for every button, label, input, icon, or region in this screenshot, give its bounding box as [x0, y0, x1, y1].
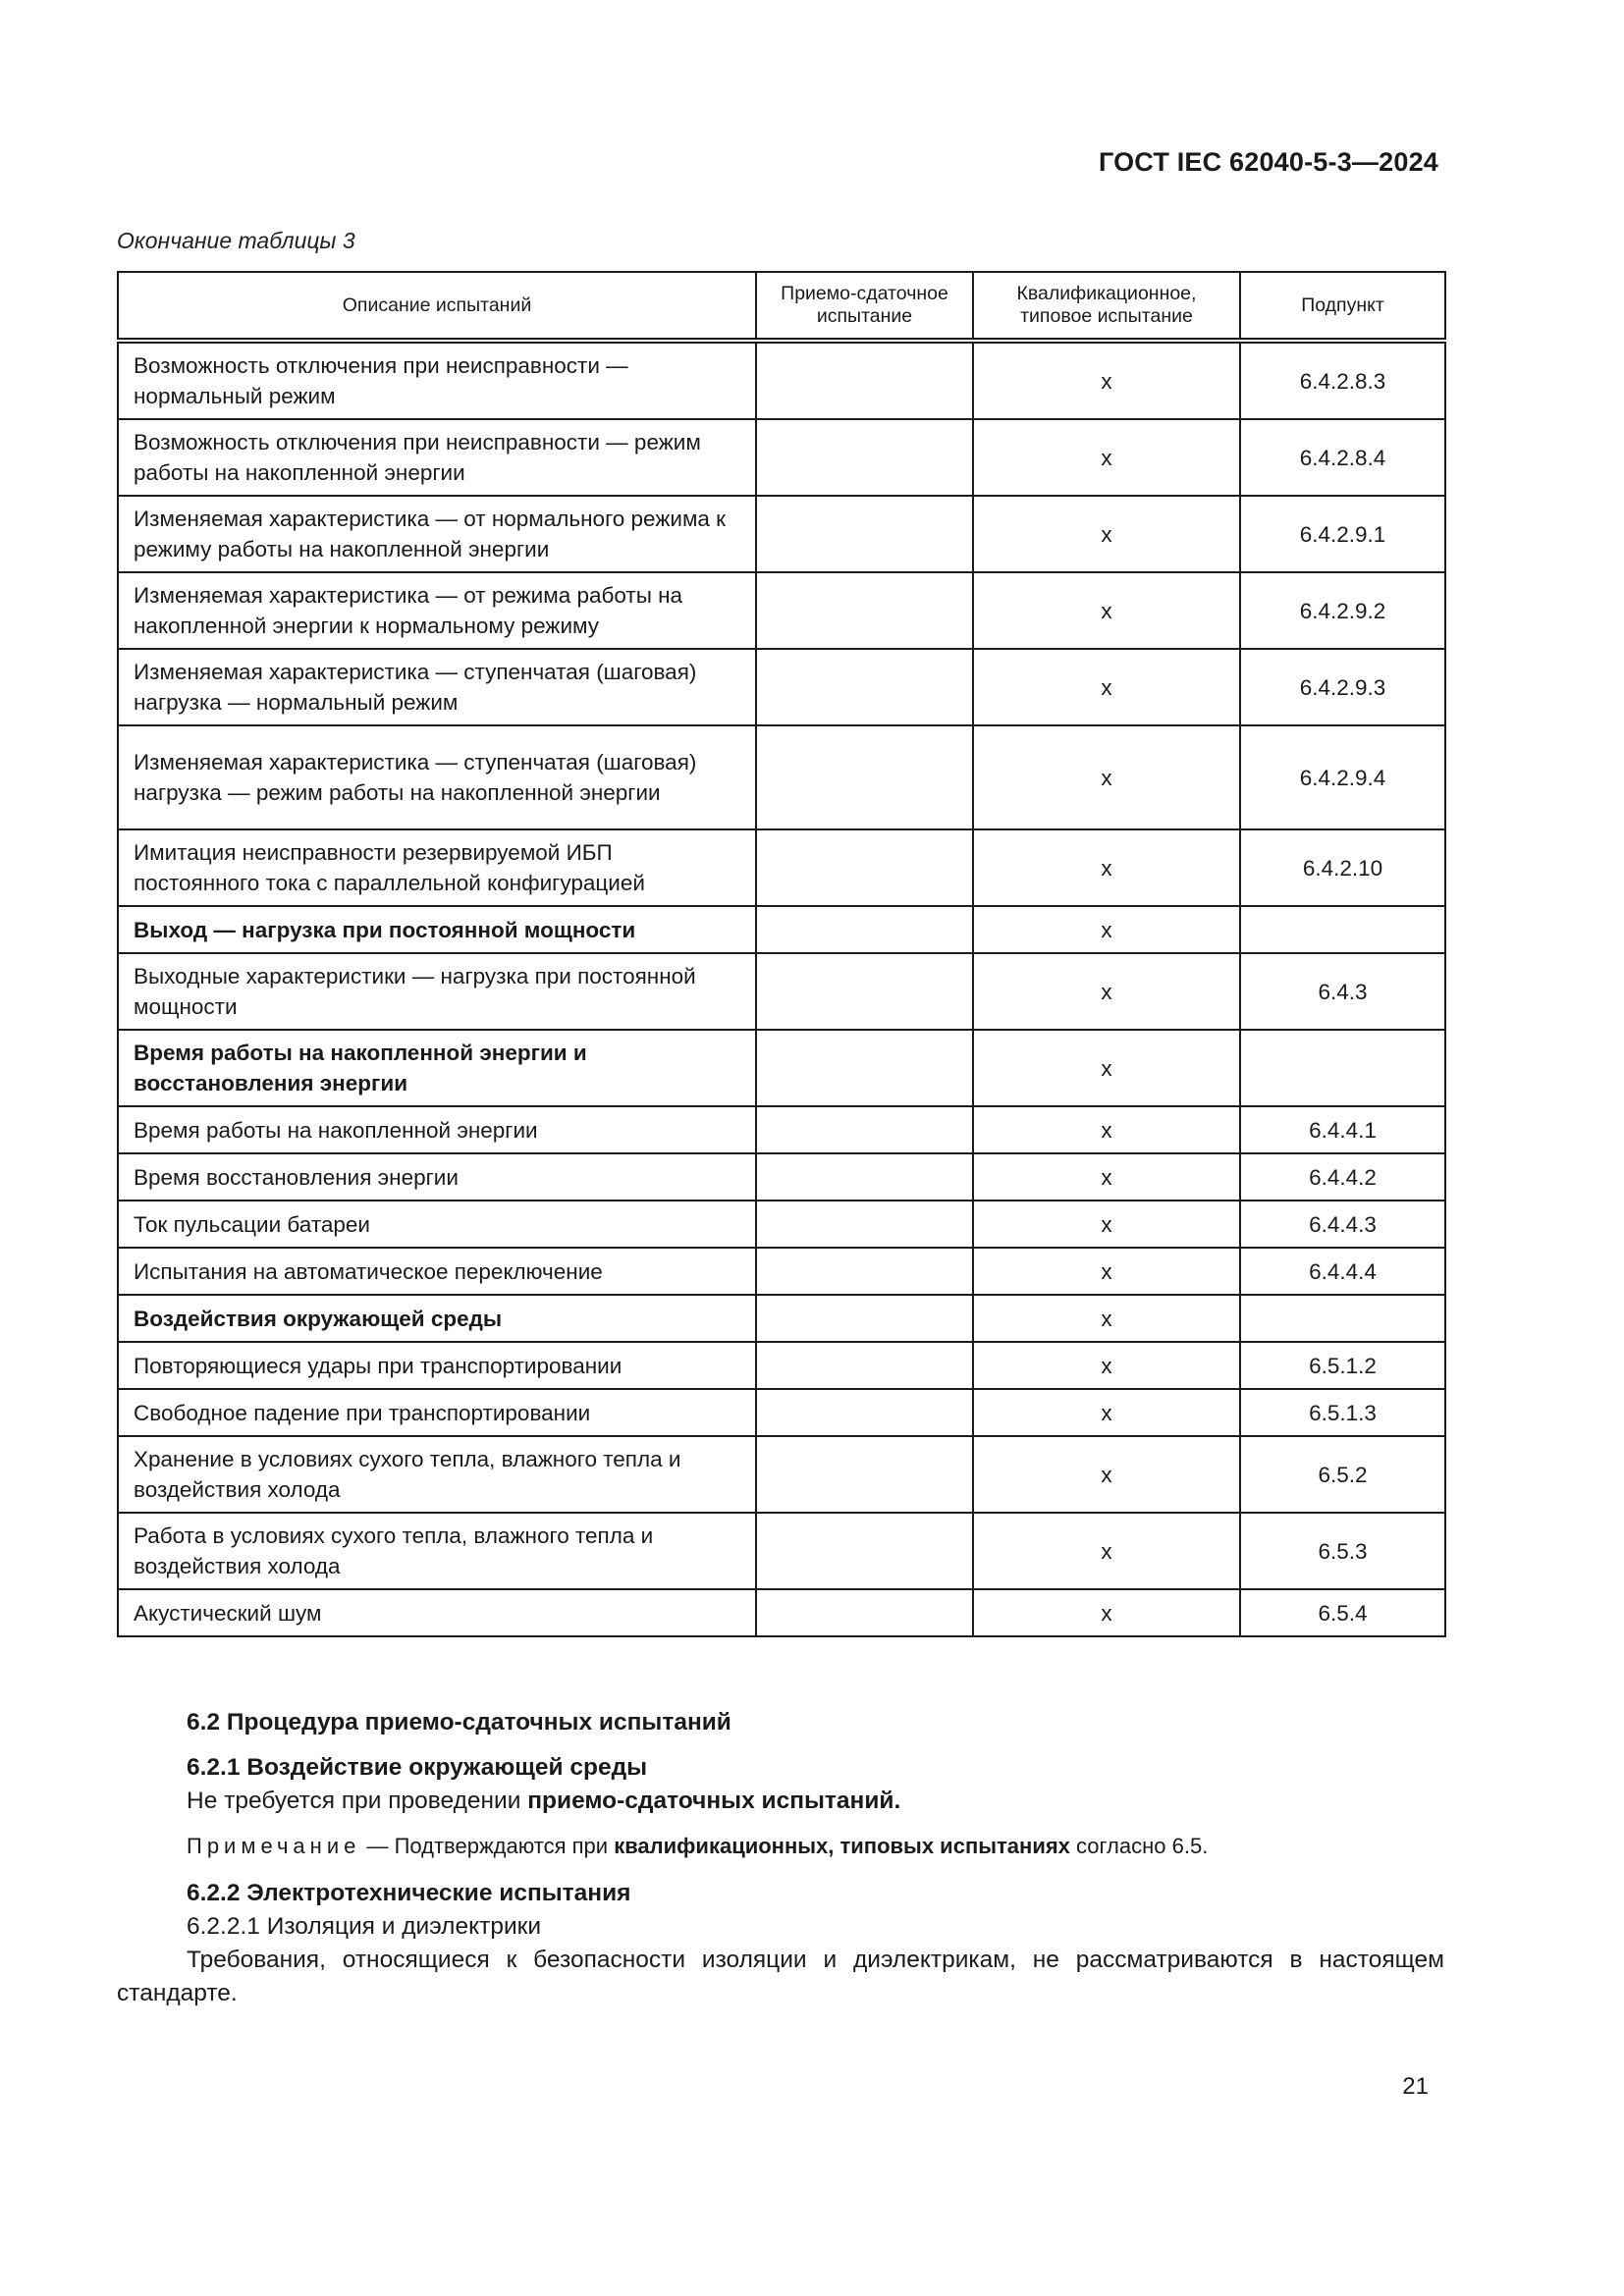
table-header-row — [118, 272, 1445, 341]
cell-description: Испытания на автоматическое переключение — [118, 1248, 756, 1295]
cell-qualification: x — [973, 1589, 1240, 1636]
note-text-plain: Подтверждаются при — [394, 1834, 615, 1858]
note-text-tail: согласно 6.5. — [1069, 1834, 1209, 1858]
document-code-header: ГОСТ IEC 62040-5-3—2024 — [1098, 147, 1438, 177]
cell-acceptance — [756, 1201, 973, 1248]
cell-subclause: 6.4.2.8.3 — [1240, 341, 1445, 419]
cell-description: Выход — нагрузка при постоянной мощности — [118, 906, 756, 953]
cell-description: Акустический шум — [118, 1589, 756, 1636]
table-row — [118, 1248, 1445, 1295]
table-row — [118, 1342, 1445, 1389]
cell-acceptance — [756, 953, 973, 1030]
table-row — [118, 1106, 1445, 1153]
cell-acceptance — [756, 649, 973, 725]
cell-description: Возможность отключения при неисправности — нормальный режим — [118, 341, 756, 419]
cell-qualification: x — [973, 906, 1240, 953]
cell-acceptance — [756, 1513, 973, 1589]
cell-acceptance — [756, 1153, 973, 1201]
cell-qualification: x — [973, 1436, 1240, 1513]
cell-subclause: 6.4.2.9.3 — [1240, 649, 1445, 725]
cell-description: Работа в условиях сухого тепла, влажного тепла и воздействия холода — [118, 1513, 756, 1589]
cell-description: Повторяющиеся удары при транспортировании — [118, 1342, 756, 1389]
table-row — [118, 1389, 1445, 1436]
tests-table — [117, 271, 1446, 1637]
note-text-bold: квалификационных, типовых испытаниях — [614, 1834, 1070, 1858]
cell-qualification: x — [973, 725, 1240, 829]
table-row — [118, 1030, 1445, 1106]
cell-subclause — [1240, 1030, 1445, 1106]
cell-description: Хранение в условиях сухого тепла, влажного тепла и воздействия холода — [118, 1436, 756, 1513]
cell-description: Время работы на накопленной энергии — [118, 1106, 756, 1153]
cell-subclause: 6.4.4.2 — [1240, 1153, 1445, 1201]
column-header-qualification: Квалификационное, типовое испытание — [973, 272, 1240, 341]
column-header-description: Описание испытаний — [118, 272, 756, 341]
page-number: 21 — [1402, 2073, 1429, 2100]
cell-description: Выходные характеристики — нагрузка при постоянной мощности — [118, 953, 756, 1030]
table-row — [118, 572, 1445, 649]
cell-qualification: x — [973, 1248, 1240, 1295]
cell-qualification: x — [973, 496, 1240, 572]
cell-subclause: 6.4.2.9.1 — [1240, 496, 1445, 572]
cell-qualification: x — [973, 1030, 1240, 1106]
note-dash: — — [360, 1834, 395, 1858]
cell-acceptance — [756, 419, 973, 496]
table-row — [118, 1153, 1445, 1201]
table-row — [118, 906, 1445, 953]
table-row — [118, 649, 1445, 725]
note-label: Примечание — [187, 1834, 361, 1858]
cell-acceptance — [756, 725, 973, 829]
table-row — [118, 1201, 1445, 1248]
cell-qualification: x — [973, 572, 1240, 649]
cell-subclause: 6.4.4.4 — [1240, 1248, 1445, 1295]
cell-description: Время восстановления энергии — [118, 1153, 756, 1201]
cell-acceptance — [756, 1295, 973, 1342]
note-paragraph — [117, 1830, 1444, 1863]
cell-description: Время работы на накопленной энергии и восстановления энергии — [118, 1030, 756, 1106]
cell-subclause: 6.5.1.2 — [1240, 1342, 1445, 1389]
cell-subclause: 6.4.4.1 — [1240, 1106, 1445, 1153]
cell-subclause — [1240, 1295, 1445, 1342]
section-6-2-title: 6.2 Процедура приемо-сдаточных испытаний — [187, 1709, 731, 1735]
cell-acceptance — [756, 1436, 973, 1513]
column-header-acceptance: Приемо-сдаточное испытание — [756, 272, 973, 341]
table-row — [118, 419, 1445, 496]
cell-description: Изменяемая характеристика — от нормального режима к режиму работы на накопленной энергии — [118, 496, 756, 572]
cell-subclause: 6.5.3 — [1240, 1513, 1445, 1589]
cell-acceptance — [756, 1030, 973, 1106]
table-row — [118, 1589, 1445, 1636]
cell-acceptance — [756, 496, 973, 572]
cell-qualification: x — [973, 953, 1240, 1030]
section-6-2-1 — [117, 1751, 1444, 1818]
cell-description: Изменяемая характеристика — от режима работы на накопленной энергии к нормальному режиму — [118, 572, 756, 649]
cell-description: Изменяемая характеристика — ступенчатая (шаговая) нагрузка — режим работы на накопленной энергии — [118, 725, 756, 829]
cell-acceptance — [756, 341, 973, 419]
cell-subclause: 6.4.2.9.2 — [1240, 572, 1445, 649]
cell-description: Ток пульсации батареи — [118, 1201, 756, 1248]
section-6-2-2 — [117, 1877, 1444, 2010]
cell-subclause — [1240, 906, 1445, 953]
cell-qualification: x — [973, 1106, 1240, 1153]
cell-description: Воздействия окружающей среды — [118, 1295, 756, 1342]
cell-acceptance — [756, 1589, 973, 1636]
cell-acceptance — [756, 829, 973, 906]
cell-qualification: x — [973, 341, 1240, 419]
cell-qualification: x — [973, 1342, 1240, 1389]
table-row — [118, 725, 1445, 829]
cell-qualification: x — [973, 1295, 1240, 1342]
cell-qualification: x — [973, 1153, 1240, 1201]
table-row — [118, 1436, 1445, 1513]
cell-description: Имитация неисправности резервируемой ИБП постоянного тока с параллельной конфигурацией — [118, 829, 756, 906]
text-bold: приемо-сдаточных испытаний. — [527, 1788, 901, 1814]
cell-subclause: 6.5.2 — [1240, 1436, 1445, 1513]
cell-subclause: 6.4.2.8.4 — [1240, 419, 1445, 496]
cell-qualification: x — [973, 829, 1240, 906]
table-caption: Окончание таблицы 3 — [117, 228, 355, 253]
cell-qualification: x — [973, 1389, 1240, 1436]
table-row — [118, 1295, 1445, 1342]
cell-subclause: 6.4.3 — [1240, 953, 1445, 1030]
section-6-2-1-title: 6.2.1 Воздействие окружающей среды — [187, 1754, 648, 1781]
cell-subclause: 6.5.4 — [1240, 1589, 1445, 1636]
cell-acceptance — [756, 1106, 973, 1153]
cell-qualification: x — [973, 419, 1240, 496]
cell-subclause: 6.4.2.10 — [1240, 829, 1445, 906]
cell-subclause: 6.4.2.9.4 — [1240, 725, 1445, 829]
cell-acceptance — [756, 572, 973, 649]
cell-acceptance — [756, 906, 973, 953]
cell-description: Изменяемая характеристика — ступенчатая (шаговая) нагрузка — нормальный режим — [118, 649, 756, 725]
cell-description: Возможность отключения при неисправности — режим работы на накопленной энергии — [118, 419, 756, 496]
column-header-subclause: Подпункт — [1240, 272, 1445, 341]
section-6-2 — [117, 1706, 1444, 1739]
table-row — [118, 1513, 1445, 1589]
section-6-2-2-1-text: Требования, относящиеся к безопасности изоляции и диэлектрикам, не рассматриваются в настоящем стандарте. — [117, 1947, 1444, 2006]
table-row — [118, 341, 1445, 419]
cell-acceptance — [756, 1389, 973, 1436]
cell-qualification: x — [973, 1201, 1240, 1248]
table-body — [118, 341, 1445, 1636]
cell-acceptance — [756, 1248, 973, 1295]
cell-qualification: x — [973, 1513, 1240, 1589]
cell-acceptance — [756, 1342, 973, 1389]
table-row — [118, 496, 1445, 572]
section-6-2-2-1-title: 6.2.2.1 Изоляция и диэлектрики — [187, 1913, 542, 1940]
table-row — [118, 829, 1445, 906]
cell-description: Свободное падение при транспортировании — [118, 1389, 756, 1436]
note — [117, 1830, 1444, 1863]
table-row — [118, 953, 1445, 1030]
section-6-2-2-title: 6.2.2 Электротехнические испытания — [187, 1880, 631, 1906]
text-plain: Не требуется при проведении — [187, 1788, 528, 1814]
cell-subclause: 6.5.1.3 — [1240, 1389, 1445, 1436]
cell-subclause: 6.4.4.3 — [1240, 1201, 1445, 1248]
section-6-2-1-text — [117, 1785, 1444, 1818]
cell-qualification: x — [973, 649, 1240, 725]
